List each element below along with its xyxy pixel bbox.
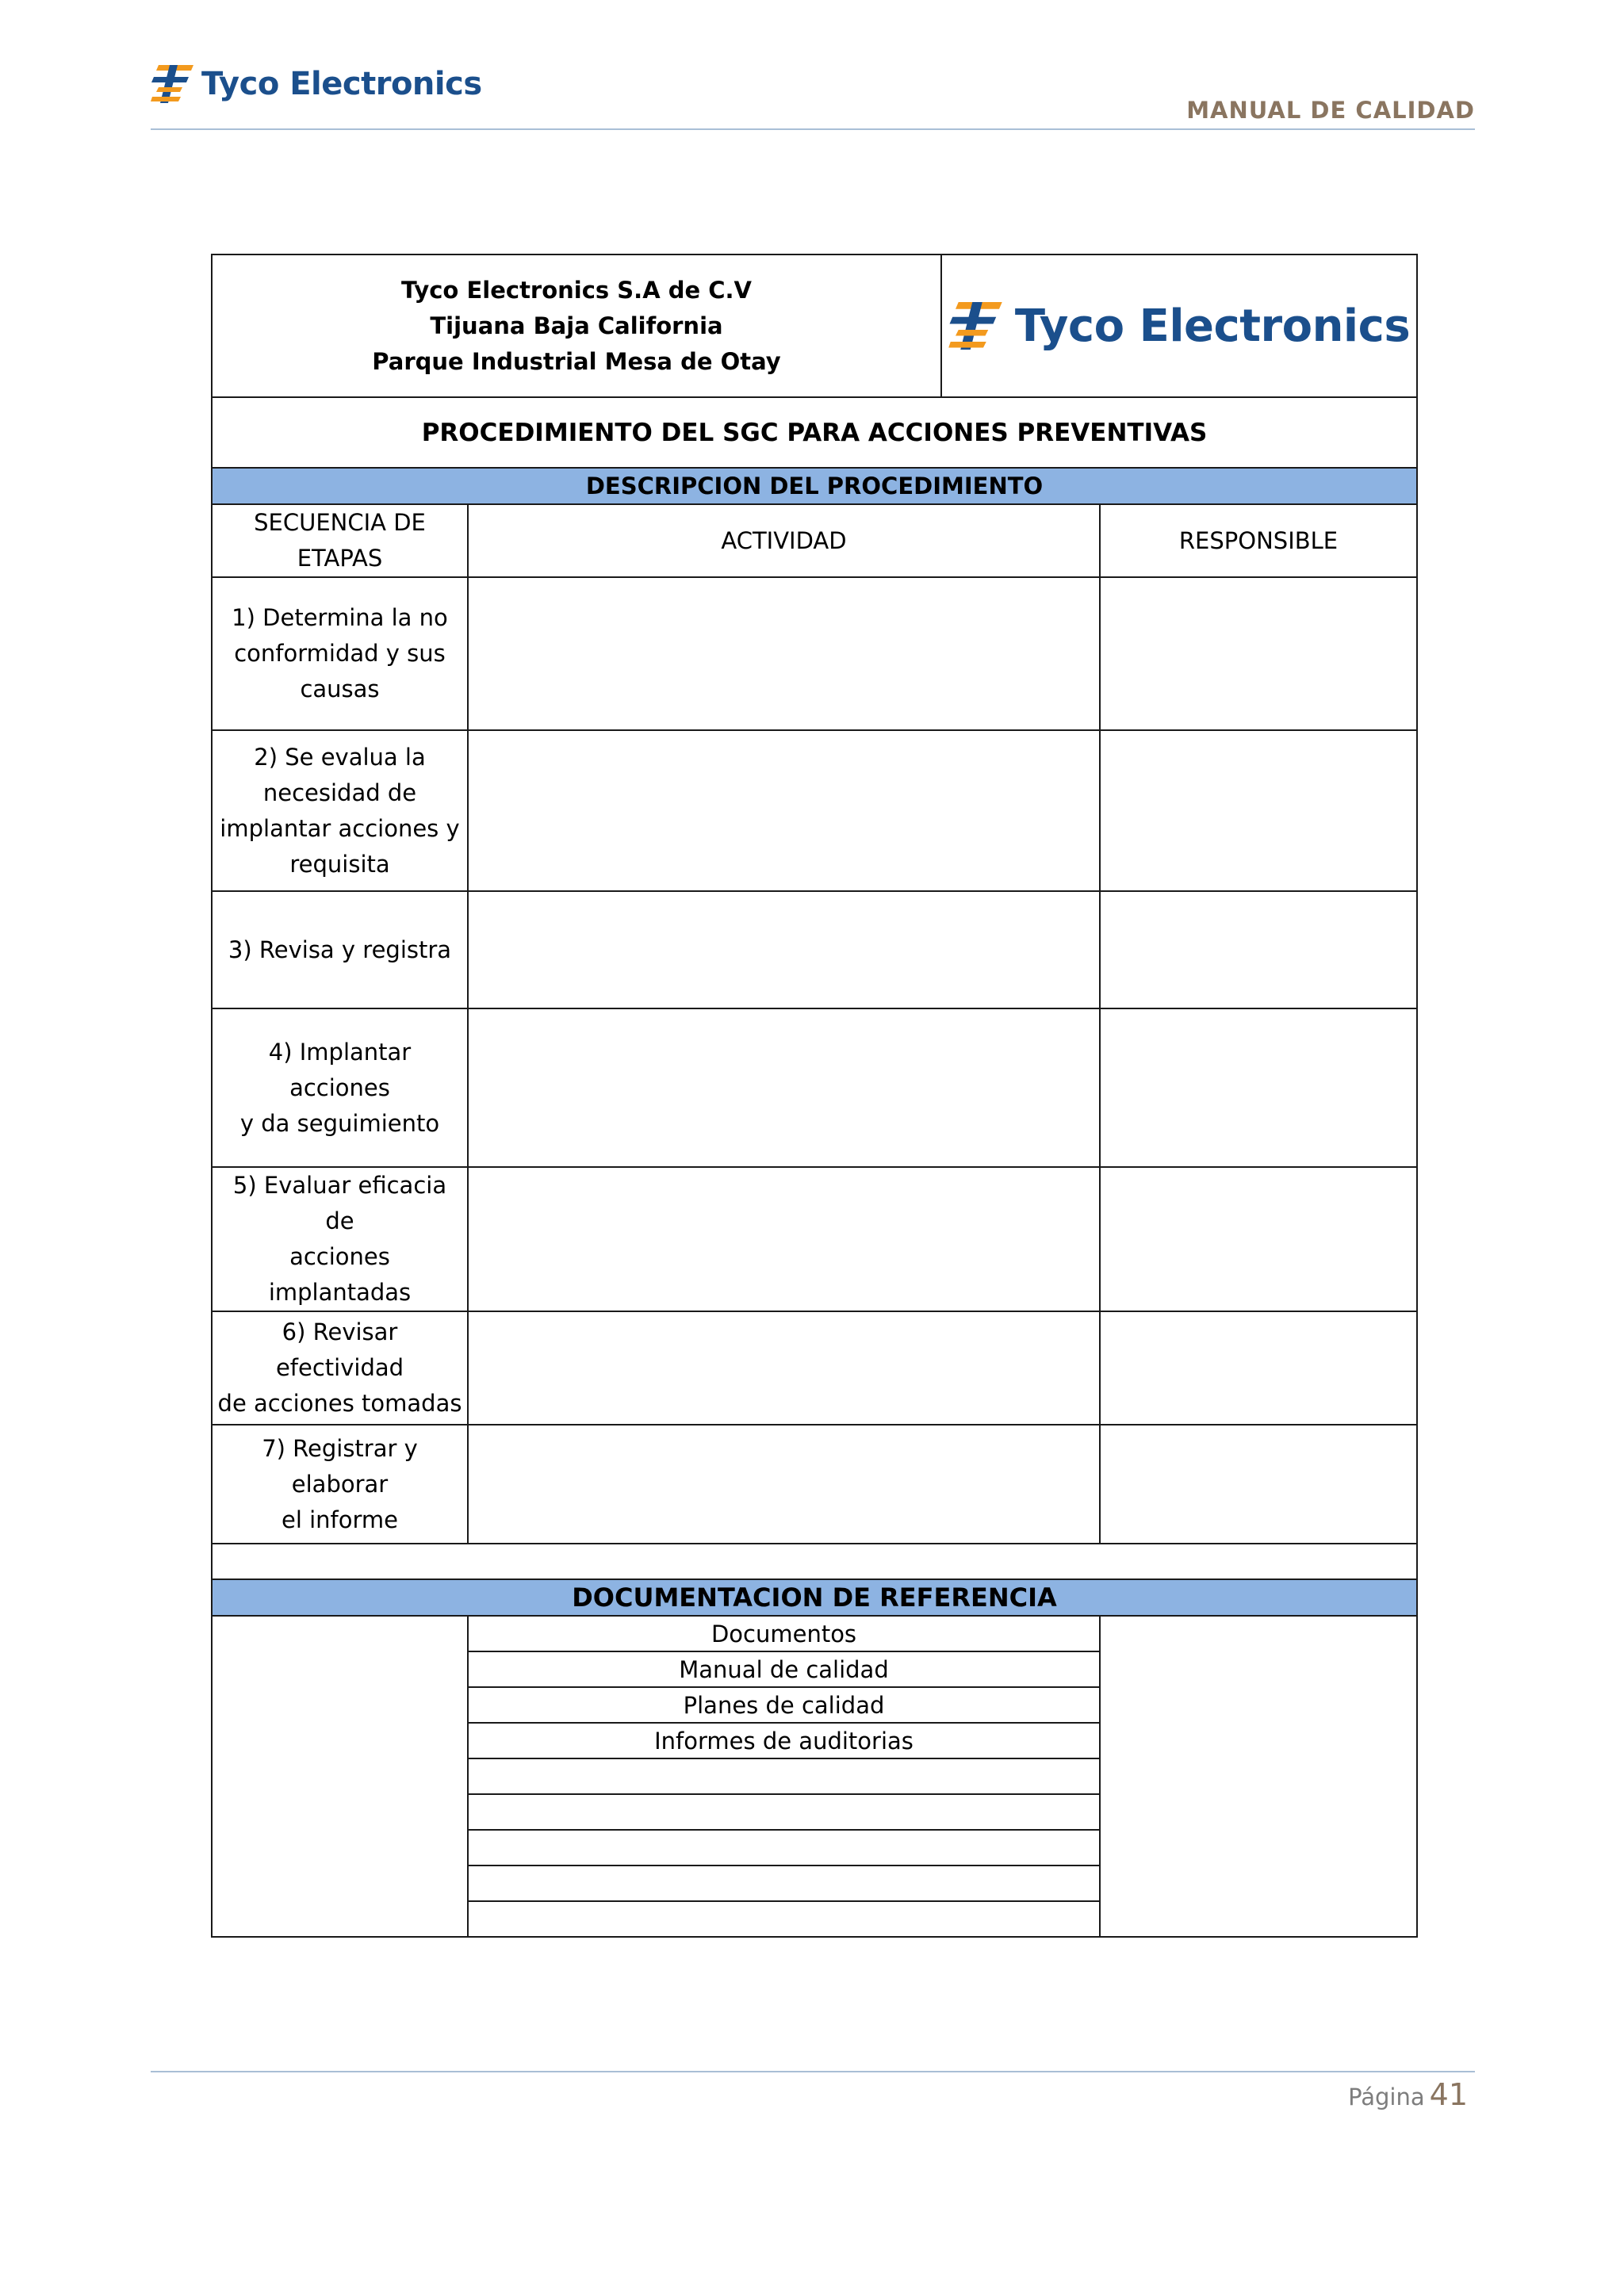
step-line: conformidad y sus [234, 640, 446, 667]
table-row [212, 577, 1417, 730]
table-row [212, 891, 1417, 1008]
responsible-cell[interactable] [1100, 1008, 1417, 1167]
column-header-sequence-line: ETAPAS [297, 545, 383, 572]
activity-cell[interactable] [468, 577, 1100, 730]
step-line: 1) Determina la no [232, 604, 448, 631]
responsible-cell[interactable] [1100, 1167, 1417, 1311]
company-city: Tijuana Baja California [430, 312, 723, 339]
header-divider [151, 128, 1475, 130]
procedure-form [211, 254, 1418, 1938]
document-item-empty[interactable] [468, 1794, 1100, 1830]
column-header-activity: ACTIVIDAD [468, 504, 1100, 577]
references-band: DOCUMENTACION DE REFERENCIA [212, 1579, 1417, 1616]
step-line: 7) Registrar y elaborar [262, 1434, 418, 1498]
step-line: acciones implantadas [268, 1243, 412, 1306]
footer-divider [151, 2071, 1475, 2072]
document-item-empty[interactable] [468, 1866, 1100, 1901]
step-cell [212, 1311, 468, 1425]
company-logo [151, 62, 482, 106]
step-line: el informe [281, 1506, 398, 1533]
document-item-empty[interactable] [468, 1901, 1100, 1937]
document-item: Manual de calidad [468, 1651, 1100, 1687]
responsible-cell[interactable] [1100, 1425, 1417, 1544]
activity-cell[interactable] [468, 1008, 1100, 1167]
step-cell [212, 1008, 468, 1167]
table-row [212, 1008, 1417, 1167]
documents-header: Documentos [468, 1616, 1100, 1651]
company-name: Tyco Electronics S.A de C.V [401, 276, 752, 304]
step-line: de acciones tomadas [217, 1390, 462, 1417]
references-left-cell [212, 1616, 468, 1937]
column-header-sequence-line: SECUENCIA DE [254, 509, 426, 536]
document-item-empty[interactable] [468, 1758, 1100, 1794]
table-row [212, 1167, 1417, 1311]
spacer-row [212, 1544, 1417, 1579]
step-line: 4) Implantar acciones [268, 1038, 412, 1101]
step-line: y da seguimiento [239, 1109, 440, 1137]
activity-cell[interactable] [468, 891, 1100, 1008]
table-row [212, 1425, 1417, 1544]
step-line: causas [300, 675, 380, 702]
responsible-cell[interactable] [1100, 891, 1417, 1008]
column-header-sequence [212, 504, 468, 577]
document-item: Planes de calidad [468, 1687, 1100, 1723]
column-header-responsible: RESPONSIBLE [1100, 504, 1417, 577]
step-line: 5) Evaluar eficacia de [232, 1172, 447, 1234]
procedure-title: PROCEDIMIENTO DEL SGC PARA ACCIONES PREVENTIVAS [212, 397, 1417, 468]
step-cell [212, 1167, 468, 1311]
step-line: implantar acciones y [220, 814, 460, 842]
page-label: Página [1348, 2084, 1425, 2110]
references-right-cell [1100, 1616, 1417, 1937]
responsible-cell[interactable] [1100, 1311, 1417, 1425]
page-number [1348, 2077, 1468, 2112]
form-logo [942, 298, 1416, 354]
step-cell [212, 730, 468, 891]
step-line: necesidad de [262, 779, 417, 806]
activity-cell[interactable] [468, 1425, 1100, 1544]
document-item: Informes de auditorias [468, 1723, 1100, 1758]
table-row [212, 1311, 1417, 1425]
responsible-cell[interactable] [1100, 577, 1417, 730]
page-number-value: 41 [1429, 2077, 1468, 2112]
step-line: 6) Revisar efectividad [275, 1318, 404, 1381]
description-band: DESCRIPCION DEL PROCEDIMIENTO [212, 468, 1417, 504]
company-park: Parque Industrial Mesa de Otay [372, 347, 781, 375]
responsible-cell[interactable] [1100, 730, 1417, 891]
tyco-logo-icon [948, 298, 1010, 354]
tyco-logo-icon [151, 62, 200, 106]
logo-text: Tyco Electronics [201, 66, 482, 102]
step-line: 3) Revisa y registra [228, 936, 452, 963]
activity-cell[interactable] [468, 1311, 1100, 1425]
activity-cell[interactable] [468, 730, 1100, 891]
step-line: 2) Se evalua la [254, 743, 426, 771]
page-header [151, 55, 1475, 131]
step-cell [212, 891, 468, 1008]
document-item-empty[interactable] [468, 1830, 1100, 1866]
manual-title: MANUAL DE CALIDAD [1186, 97, 1475, 124]
step-cell [212, 577, 468, 730]
company-info-cell [212, 254, 941, 397]
activity-cell[interactable] [468, 1167, 1100, 1311]
step-cell [212, 1425, 468, 1544]
form-logo-text: Tyco Electronics [1014, 300, 1411, 352]
step-line: requisita [289, 850, 390, 878]
logo-cell [941, 254, 1417, 397]
table-row [212, 730, 1417, 891]
